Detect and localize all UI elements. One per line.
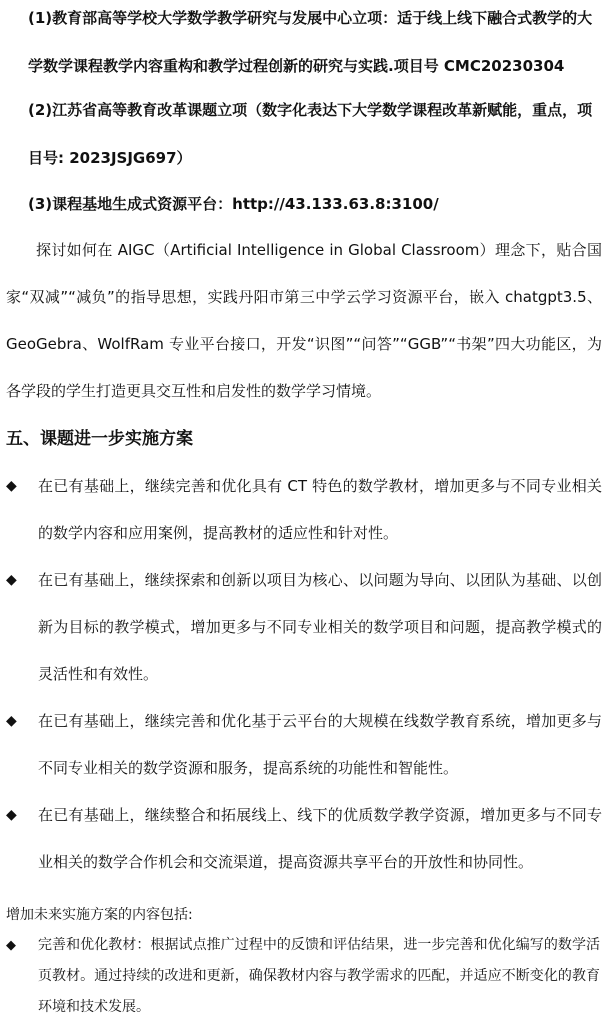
diamond-bullet-icon: ◆ [6, 572, 17, 588]
bullet-text: 在已有基础上，继续探索和创新以项目为核心、以问题为导向、以团队为基础、以创新为目标的教学模式，增加更多与不同专业相关的数学项目和问题，提高教学模式的灵活性和有效性。 [38, 571, 602, 683]
project-item-1: (1)教育部高等学校大学数学教学研究与发展中心立项：适于线上线下融合式教学的大学数学课程教学内容重构和教学过程创新的研究与实践.项目号 CMC20230304 [28, 9, 593, 75]
list-item [0, 557, 602, 698]
future-item [0, 930, 600, 1023]
project-item-2: (2)江苏省高等教育改革课题立项（数字化表达下大学数学课程改革新赋能，重点，项目号: 2023JSJG697） [28, 101, 593, 167]
diamond-bullet-icon: ◆ [6, 478, 17, 494]
implementation-bullet-list [0, 463, 602, 886]
diamond-bullet-icon: ◆ [6, 938, 16, 953]
list-item [0, 698, 602, 792]
bullet-text: 在已有基础上，继续完善和优化具有 CT 特色的数学教材，增加更多与不同专业相关的数学内容和应用案例，提高教材的适应性和针对性。 [38, 477, 602, 542]
section-heading: 五、课题进一步实施方案 [6, 429, 193, 449]
project-item-3: (3)课程基地生成式资源平台：http://43.133.63.8:3100/ [28, 195, 439, 213]
body-paragraph: 探讨如何在 AIGC（Artificial Intelligence in Global Classroom）理念下，贴合国家“双减”“减负”的指导思想，实践丹阳市第三中学云学习资源平台，嵌入 chatgpt3.5、GeoGebra、WolfRam 专业平台接口，开发“识图”“问答”“GGB”“书架”四大功能区，为各学段的学生打造更具交互性和启发性的数学学习情境。 [6, 241, 602, 400]
future-item-text: 完善和优化教材：根据试点推广过程中的反馈和评估结果，进一步完善和优化编写的数学活页教材。通过持续的改进和更新，确保教材内容与教学需求的匹配，并适应不断变化的教育环境和技术发展。 [38, 937, 600, 1015]
future-intro: 增加未来实施方案的内容包括: [6, 907, 193, 923]
diamond-bullet-icon: ◆ [6, 713, 17, 729]
list-item [0, 792, 602, 886]
bullet-text: 在已有基础上，继续整合和拓展线上、线下的优质数学教学资源，增加更多与不同专业相关的数学合作机会和交流渠道，提高资源共享平台的开放性和协同性。 [38, 806, 602, 871]
bullet-text: 在已有基础上，继续完善和优化基于云平台的大规模在线数学教育系统，增加更多与不同专业相关的数学资源和服务，提高系统的功能性和智能性。 [38, 712, 602, 777]
list-item [0, 463, 602, 557]
diamond-bullet-icon: ◆ [6, 807, 17, 823]
